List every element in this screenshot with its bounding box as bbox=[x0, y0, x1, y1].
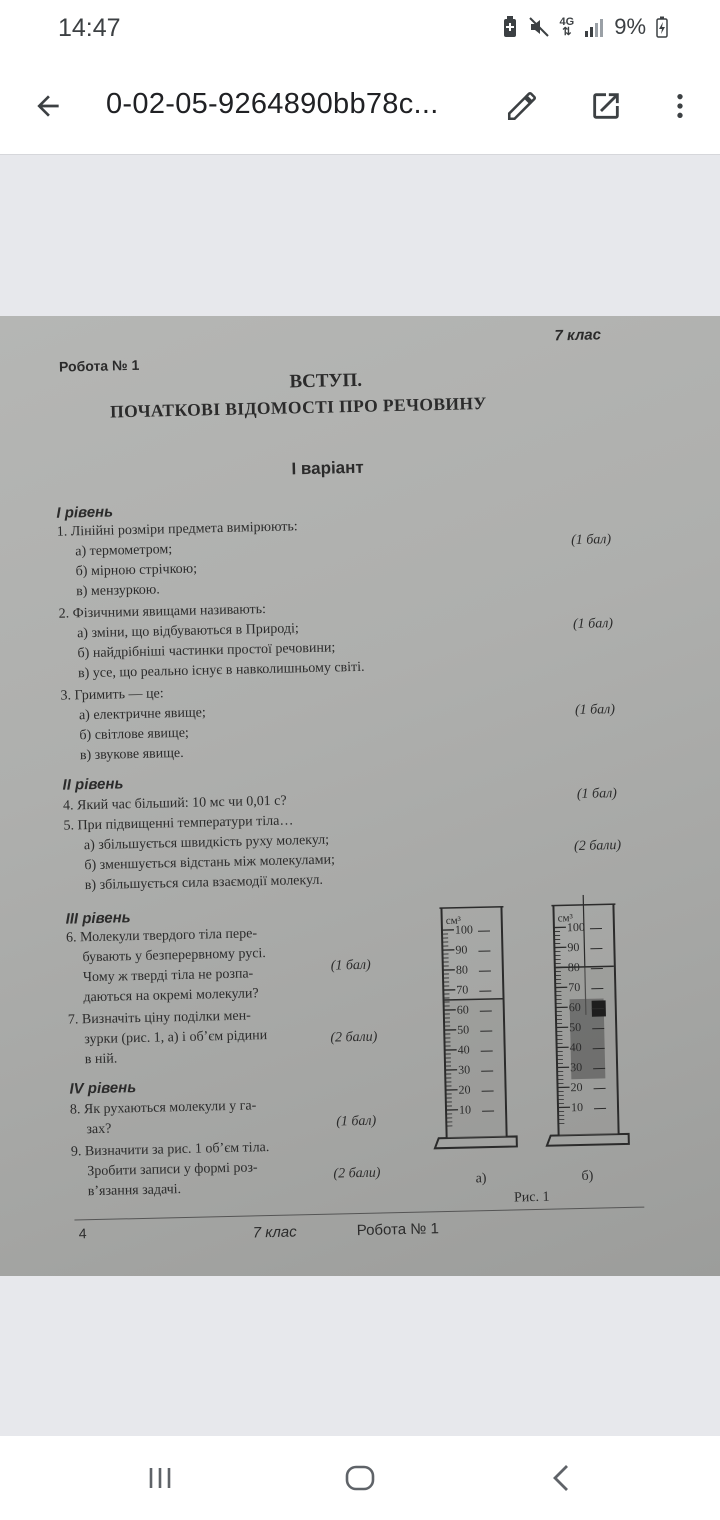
footer-rule bbox=[74, 1207, 644, 1221]
level-4-heading: IV рівень bbox=[69, 1079, 137, 1098]
variant-heading: І варіант bbox=[291, 457, 364, 479]
q2-option-c: в) усе, що реально існує в навколишньому світі. bbox=[77, 659, 365, 682]
q7-points: (2 бали) bbox=[330, 1029, 378, 1046]
question-5: 5. При підвищенні температури тіла… bbox=[63, 813, 294, 834]
scale-label: 80 bbox=[567, 959, 580, 975]
q9-line-3: в’язання задачі. bbox=[87, 1182, 182, 1200]
navigation-bar bbox=[0, 1436, 720, 1520]
scale-label: 90 bbox=[567, 939, 580, 955]
scale-label: 80 bbox=[455, 962, 469, 977]
home-button[interactable] bbox=[338, 1456, 382, 1500]
app-bar bbox=[0, 58, 720, 155]
question-4: 4. Який час більший: 10 мс чи 0,01 с? bbox=[62, 793, 287, 814]
scale-label: 100 bbox=[566, 919, 586, 935]
nav-back-button[interactable] bbox=[540, 1456, 584, 1500]
q6-line-1: 6. Молекули твердого тіла пере- bbox=[65, 926, 258, 946]
q1-option-c: в) мензуркою. bbox=[76, 582, 160, 600]
q5-points: (2 бали) bbox=[573, 838, 622, 855]
battery-saver-icon bbox=[502, 16, 518, 38]
grade-label: 7 клас bbox=[554, 326, 602, 345]
pencil-icon bbox=[505, 89, 539, 123]
q2-points: (1 бал) bbox=[572, 616, 614, 633]
scale-label: 70 bbox=[456, 982, 469, 997]
cylinder-a-unit: см³ bbox=[445, 914, 462, 928]
question-2: 2. Фізичними явищами називають: bbox=[58, 602, 267, 622]
home-icon bbox=[343, 1461, 377, 1495]
scale-label: 70 bbox=[568, 979, 581, 995]
q7-line-3: в ній. bbox=[84, 1051, 118, 1068]
footer-grade: 7 клас bbox=[252, 1223, 297, 1242]
liquid bbox=[445, 999, 506, 1138]
scale-label: 20 bbox=[458, 1082, 471, 1097]
more-options-button[interactable] bbox=[656, 82, 704, 130]
q6-points: (1 бал) bbox=[330, 957, 371, 974]
work-label: Робота № 1 bbox=[58, 356, 140, 375]
scale-label: 30 bbox=[569, 1059, 583, 1075]
level-2-heading: ІІ рівень bbox=[62, 775, 124, 794]
question-3: 3. Гримить — це: bbox=[60, 686, 164, 704]
scale-label: 10 bbox=[458, 1102, 472, 1117]
q6-line-3: Чому ж тверді тіла не розпа- bbox=[82, 966, 254, 986]
mute-icon bbox=[528, 16, 550, 38]
q6-line-4: даються на окремі молекули? bbox=[83, 986, 259, 1006]
scale-label: 100 bbox=[454, 922, 474, 937]
q9-points: (2 бали) bbox=[333, 1165, 381, 1182]
network-type: 4G ⇅ bbox=[559, 16, 575, 38]
q1-option-b: б) мірною стрічкою; bbox=[75, 561, 198, 580]
battery-charging-icon bbox=[656, 16, 668, 38]
level-1-heading: І рівень bbox=[56, 503, 114, 522]
recent-apps-icon bbox=[145, 1463, 175, 1493]
q4-points: (1 бал) bbox=[576, 786, 618, 802]
back-button[interactable] bbox=[24, 82, 72, 130]
open-with-button[interactable] bbox=[582, 82, 630, 130]
q8-points: (1 бал) bbox=[336, 1113, 377, 1130]
q7-line-2: зурки (рис. 1, а) і об’єм рідини bbox=[84, 1028, 268, 1048]
page-number: 4 bbox=[78, 1225, 87, 1242]
q9-line-2: Зробити записи у формі роз- bbox=[87, 1160, 258, 1180]
scale-label: 60 bbox=[456, 1002, 469, 1017]
scale-label: 40 bbox=[569, 1039, 582, 1055]
scale-label: 50 bbox=[457, 1022, 470, 1037]
scale-label: 50 bbox=[569, 1019, 582, 1035]
q3-option-b: б) світлове явище; bbox=[79, 725, 190, 744]
recent-apps-button[interactable] bbox=[138, 1456, 182, 1500]
q5-option-a: а) збільшується швидкість руху молекул; bbox=[83, 832, 330, 854]
scale-label: 30 bbox=[457, 1062, 471, 1077]
arrow-back-icon bbox=[32, 90, 64, 122]
level-3-heading: ІІІ рівень bbox=[65, 909, 131, 928]
scale-label: 90 bbox=[455, 942, 468, 957]
q2-option-b: б) найдрібніші частинки простої речовини; bbox=[77, 640, 336, 662]
file-name: 0-02-05-9264890bb78c... bbox=[106, 88, 439, 120]
figure-caption: Рис. 1 bbox=[513, 1189, 550, 1206]
status-time: 14:47 bbox=[58, 14, 121, 42]
figure-cylinders bbox=[427, 894, 643, 1155]
title-line-1: ВСТУП. bbox=[289, 369, 363, 393]
q1-option-a: а) термометром; bbox=[75, 542, 173, 560]
scale-label: 10 bbox=[570, 1099, 584, 1115]
worksheet-page bbox=[6, 316, 718, 1276]
q7-line-1: 7. Визначіть ціну поділки мен- bbox=[67, 1008, 251, 1028]
q3-option-a: а) електричне явище; bbox=[78, 705, 207, 724]
cylinder-b-unit: см³ bbox=[557, 912, 574, 925]
status-bar bbox=[0, 0, 720, 58]
signal-icon bbox=[584, 17, 604, 37]
q1-points: (1 бал) bbox=[570, 532, 612, 549]
figure-label-a: а) bbox=[475, 1171, 487, 1187]
edit-button[interactable] bbox=[498, 82, 546, 130]
footer-work: Робота № 1 bbox=[356, 1220, 440, 1240]
q9-line-1: 9. Визначити за рис. 1 об’єм тіла. bbox=[70, 1140, 270, 1160]
figure-label-b: б) bbox=[581, 1168, 594, 1184]
question-1: 1. Лінійні розміри предмета вимірюють: bbox=[56, 519, 298, 540]
chevron-left-icon bbox=[547, 1463, 577, 1493]
scale-label: 60 bbox=[568, 999, 581, 1015]
q5-option-b: б) зменшується відстань між молекулами; bbox=[84, 852, 336, 874]
cylinder-b bbox=[541, 894, 629, 1146]
document-image[interactable] bbox=[0, 316, 720, 1276]
cylinder-a bbox=[429, 907, 516, 1149]
q6-line-2: бувають у безперервному русі. bbox=[82, 946, 267, 966]
battery-level: 9% bbox=[614, 14, 646, 39]
q8-line-1: 8. Як рухаються молекули у га- bbox=[69, 1098, 257, 1118]
q8-line-2: зах? bbox=[86, 1121, 112, 1138]
q5-option-c: в) збільшується сила взаємодії молекул. bbox=[84, 872, 324, 894]
q3-option-c: в) звукове явище. bbox=[79, 745, 184, 764]
q2-option-a: а) зміни, що відбуваються в Природі; bbox=[76, 621, 299, 642]
status-icons bbox=[502, 14, 668, 40]
more-vert-icon bbox=[664, 90, 696, 122]
scale-label: 20 bbox=[570, 1079, 583, 1095]
scale-label: 40 bbox=[457, 1042, 470, 1057]
title-line-2: ПОЧАТКОВІ ВІДОМОСТІ ПРО РЕЧОВИНУ bbox=[109, 392, 487, 422]
open-external-icon bbox=[589, 89, 623, 123]
q3-points: (1 бал) bbox=[574, 702, 616, 719]
